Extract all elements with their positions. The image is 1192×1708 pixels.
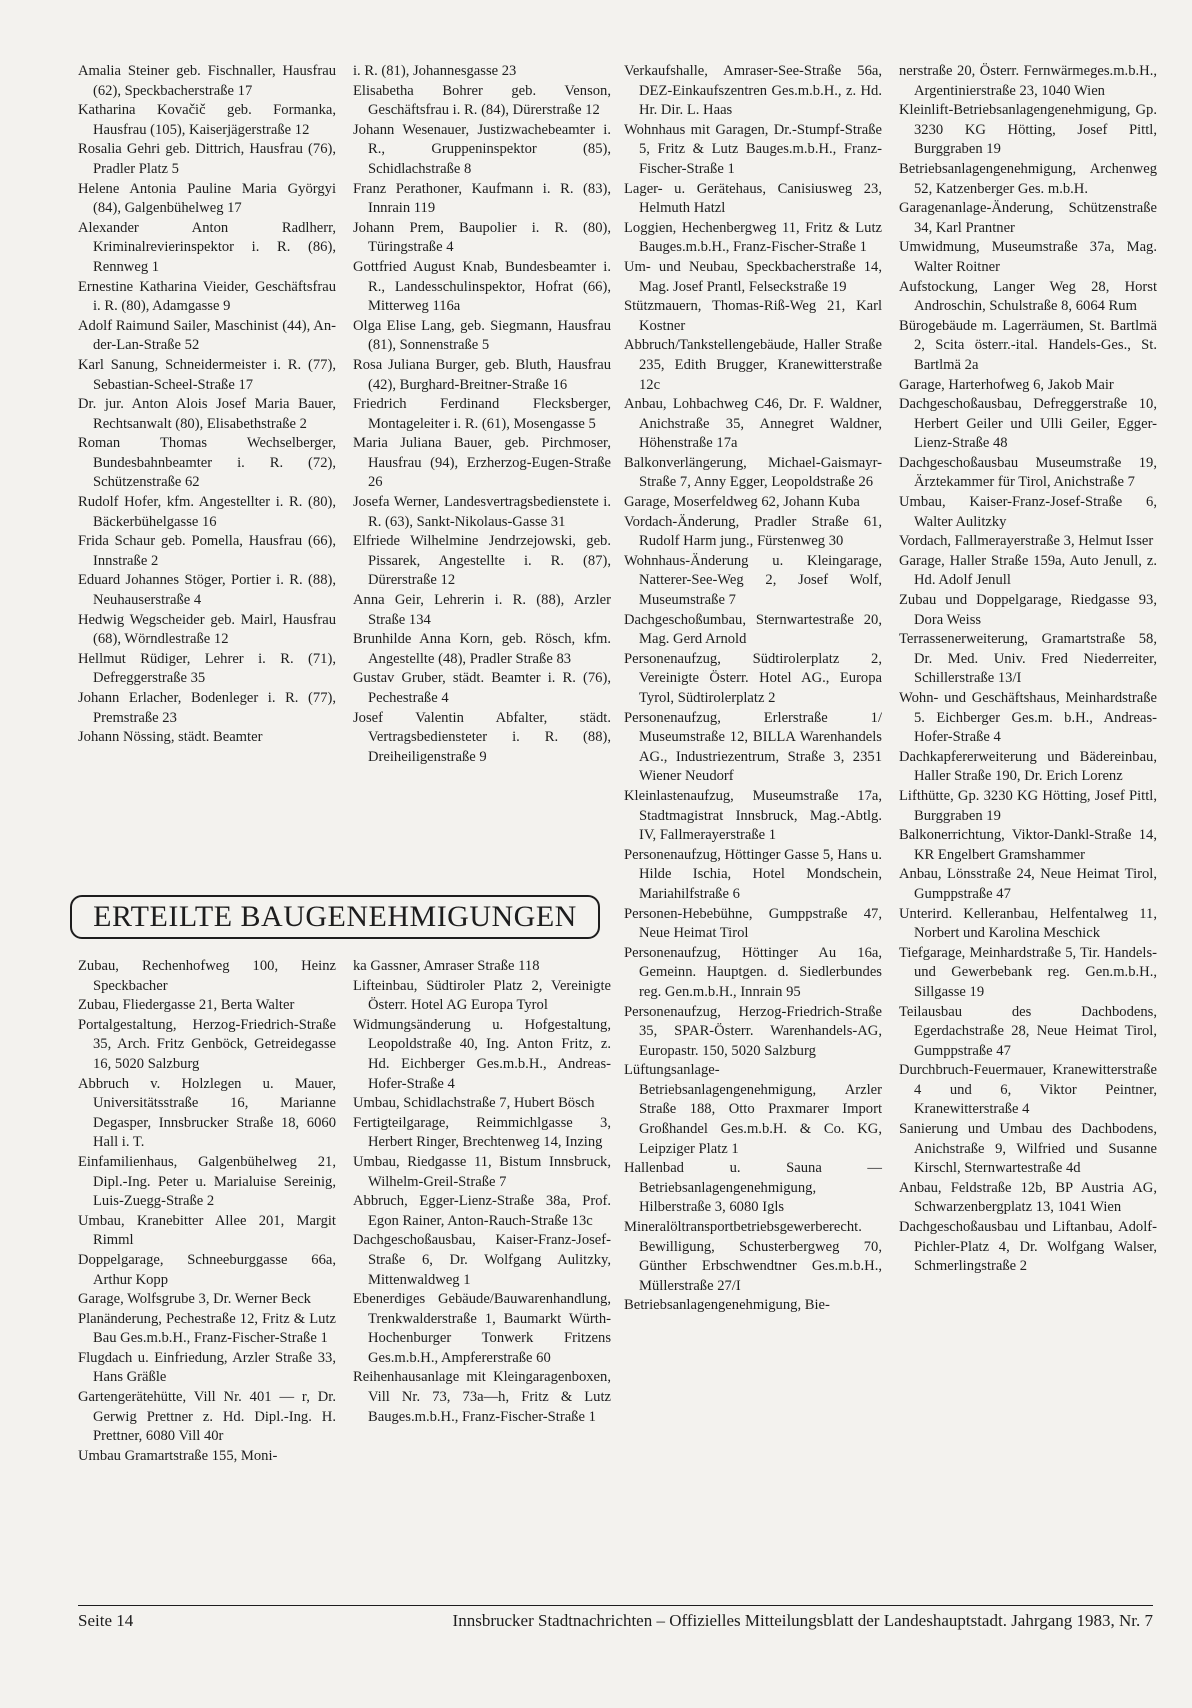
list-item: Umbau, Kaiser-Franz-Josef-Straße 6, Walter Aulitzky [899, 494, 1157, 530]
list-item: Widmungsänderung u. Hofgestaltung, Leopoldstraße 40, Ing. Anton Fritz, z. Hd. Eichberger Ges.m.b.H., Andreas-Hofer-Straße 4 [353, 1016, 611, 1092]
list-item: Wohnhaus mit Garagen, Dr.-Stumpf-Straße 5, Fritz & Lutz Bauges.m.b.H., Franz-Fischer-Straße 1 [624, 121, 882, 177]
list-item: Durchbruch-Feuermauer, Kranewitterstraße 4 und 6, Viktor Peintner, Kranewitterstraße 4 [899, 1062, 1157, 1118]
list-item: Anbau, Lohbachweg C46, Dr. F. Waldner, Anichstraße 35, Annegret Waldner, Höhenstraße 17a [624, 396, 882, 452]
list-item: Lifthütte, Gp. 3230 KG Hötting, Josef Pittl, Burggraben 19 [899, 787, 1157, 824]
list-item: ka Gassner, Amraser Straße 118 [353, 958, 540, 974]
list-item: Josefa Werner, Landesvertragsbedienstete i. R. (63), Sankt-Nikolaus-Gasse 31 [353, 494, 611, 530]
list-item: Umbau, Schidlachstraße 7, Hubert Bösch [353, 1095, 595, 1112]
page-footer [78, 1605, 1153, 1630]
list-item: Abbruch, Egger-Lienz-Straße 38a, Prof. Egon Rainer, Anton-Rauch-Straße 13c [353, 1193, 611, 1229]
list-item: Katharina Kovačič geb. Formanka, Hausfrau (105), Kaiserjägerstraße 12 [78, 102, 336, 138]
page-number: Seite 14 [78, 1611, 134, 1630]
list-item: Personenaufzug, Höttinger Au 16a, Gemeinn. Hauptgen. d. Siedlerbundes reg. Gen.m.b.H., Innrain 95 [624, 944, 882, 1000]
list-item: Zubau, Fliedergasse 21, Berta Walter [78, 997, 295, 1014]
list-item: Verkaufshalle, Amraser-See-Straße 56a, DEZ-Einkaufszentren Ges.m.b.H., z. Hd. Hr. Dir. L. Haas [624, 63, 882, 119]
list-item: Personenaufzug, Höttinger Gasse 5, Hans u. Hilde Ischia, Hotel Mondschein, Mariahilfstraße 6 [624, 846, 882, 902]
list-item: Sanierung und Umbau des Dachbodens, Anichstraße 9, Wilfried und Susanne Kirschl, Sternwartestraße 4d [899, 1121, 1157, 1177]
list-item: Frida Schaur geb. Pomella, Hausfrau (66), Innstraße 2 [78, 533, 336, 569]
list-item: Josef Valentin Abfalter, städt. Vertragsbediensteter i. R. (88), Dreiheiligenstraße 9 [353, 709, 611, 765]
list-item: Rosalia Gehri geb. Dittrich, Hausfrau (76), Pradler Platz 5 [78, 141, 336, 177]
list-item: Hedwig Wegscheider geb. Mairl, Hausfrau (68), Wörndlestraße 12 [78, 611, 336, 648]
list-item: Franz Perathoner, Kaufmann i. R. (83), Innrain 119 [353, 180, 611, 217]
list-item: Vordach, Fallmerayerstraße 3, Helmut Isser [899, 533, 1154, 550]
list-item: Elfriede Wilhelmine Jendrzejowski, geb. Pissarek, Angestellte i. R. (87), Dürerstraße 12 [353, 533, 611, 589]
list-item: Anbau, Lönsstraße 24, Neue Heimat Tirol, Gumppstraße 47 [899, 866, 1157, 902]
list-item: Garage, Haller Straße 159a, Auto Jenull, z. Hd. Adolf Jenull [899, 552, 1157, 589]
list-item: Roman Thomas Wechselberger, Bundesbahnbeamter i. R. (72), Schützenstraße 62 [78, 435, 336, 491]
list-item: Hellmut Rüdiger, Lehrer i. R. (71), Defreggerstraße 35 [78, 650, 336, 687]
list-item: Mineralöltransportbetriebsgewerberecht. Bewilligung, Schusterbergweg 70, Günther Erbschwendtner Ges.m.b.H., Müllerstraße 27/I [624, 1219, 882, 1294]
section-heading: ERTEILTE BAUGENEHMIGUNGEN [70, 895, 600, 939]
column-obituaries-1 [78, 62, 336, 748]
list-item: Planänderung, Pechestraße 12, Fritz & Lutz Bau Ges.m.b.H., Franz-Fischer-Straße 1 [78, 1310, 336, 1347]
list-item: Brunhilde Anna Korn, geb. Rösch, kfm. Angestellte (48), Pradler Straße 83 [353, 631, 611, 667]
list-item: Balkonverlängerung, Michael-Gaismayr-Straße 7, Anny Egger, Leopoldstraße 26 [624, 454, 882, 491]
list-item: Balkonerrichtung, Viktor-Dankl-Straße 14, KR Engelbert Gramshammer [899, 827, 1157, 863]
list-item: Adolf Raimund Sailer, Maschinist (44), An-der-Lan-Straße 52 [78, 317, 336, 354]
column-permits-2 [353, 957, 611, 1427]
list-item: Umbau Gramartstraße 155, Moni- [78, 1447, 278, 1464]
list-item: Zubau, Rechenhofweg 100, Heinz Speckbacher [78, 958, 336, 994]
list-item: Umwidmung, Museumstraße 37a, Mag. Walter Roitner [899, 239, 1157, 275]
list-item: Um- und Neubau, Speckbacherstraße 14, Mag. Josef Prantl, Felseckstraße 19 [624, 258, 882, 295]
list-item: Vordach-Änderung, Pradler Straße 61, Rudolf Harm jung., Fürstenweg 30 [624, 513, 882, 550]
list-item: Fertigteilgarage, Reimmichlgasse 3, Herbert Ringer, Brechtenweg 14, Inzing [353, 1114, 611, 1151]
list-item: Personenaufzug, Erlerstraße 1/ Museumstraße 12, BILLA Warenhandels AG., Industriezentrum, Straße 3, 2351 Wiener Neudorf [624, 709, 882, 785]
list-item: Teilausbau des Dachbodens, Egerdachstraße 28, Neue Heimat Tirol, Gumppstraße 47 [899, 1003, 1157, 1059]
column-permits-3 [624, 62, 882, 1316]
column-permits-1 [78, 957, 336, 1466]
list-item: Ernestine Katharina Vieider, Geschäftsfrau i. R. (80), Adamgasse 9 [78, 278, 336, 315]
list-item: Doppelgarage, Schneeburggasse 66a, Arthur Kopp [78, 1251, 336, 1288]
list-item: Ebenerdiges Gebäude/Bauwarenhandlung, Trenkwalderstraße 1, Baumarkt Würth-Hochenburger Tonwerk Fritzens Ges.m.b.H., Ampfererstraße 60 [353, 1291, 611, 1366]
column-obituaries-2 [353, 62, 611, 767]
list-item: Unterird. Kelleranbau, Helfentalweg 11, Norbert und Karolina Meschick [899, 905, 1157, 942]
list-item: Flugdach u. Einfriedung, Arzler Straße 33, Hans Gräßle [78, 1349, 336, 1386]
list-item: Portalgestaltung, Herzog-Friedrich-Straße 35, Arch. Fritz Genböck, Getreidegasse 16, 5020 Salzburg [78, 1016, 336, 1072]
list-item: Garage, Wolfsgrube 3, Dr. Werner Beck [78, 1291, 311, 1308]
list-item: Garage, Harterhofweg 6, Jakob Mair [899, 376, 1114, 393]
list-item: Anna Geir, Lehrerin i. R. (88), Arzler Straße 134 [353, 592, 611, 628]
list-item: Wohn- und Geschäftshaus, Meinhardstraße 5. Eichberger Ges.m. b.H., Andreas-Hofer-Straße 4 [899, 690, 1157, 746]
list-item: Gartengerätehütte, Vill Nr. 401 — r, Dr. Gerwig Prettner z. Hd. Dipl.-Ing. H. Prettner, 6080 Vill 40r [78, 1389, 336, 1445]
list-item: Dachgeschoßausbau und Liftanbau, Adolf-Pichler-Platz 4, Dr. Wolfgang Walser, Schmerlingstraße 2 [899, 1219, 1157, 1275]
list-item: Lifteinbau, Südtiroler Platz 2, Vereinigte Österr. Hotel AG Europa Tyrol [353, 977, 611, 1014]
list-item: Dr. jur. Anton Alois Josef Maria Bauer, Rechtsanwalt (80), Elisabethstraße 2 [78, 396, 336, 432]
list-item: Zubau und Doppelgarage, Riedgasse 93, Dora Weiss [899, 592, 1157, 628]
list-item: Lager- u. Gerätehaus, Canisiusweg 23, Helmuth Hatzl [624, 180, 882, 217]
list-item: Personenaufzug, Herzog-Friedrich-Straße 35, SPAR-Österr. Warenhandels-AG, Europastr. 150, 5020 Salzburg [624, 1003, 882, 1059]
publication-title: Innsbrucker Stadtnachrichten – Offizielles Mitteilungsblatt der Landeshauptstadt. Jahrgang 1983, Nr. 7 [452, 1611, 1153, 1630]
list-item: Dachgeschoßausbau, Defreggerstraße 10, Herbert Geiler und Ulli Geiler, Egger-Lienz-Straße 48 [899, 396, 1157, 452]
list-item: Personen-Hebebühne, Gumppstraße 47, Neue Heimat Tirol [624, 905, 882, 942]
list-item: Dachgeschoßumbau, Sternwartestraße 20, Mag. Gerd Arnold [624, 611, 882, 648]
list-item: Johann Wesenauer, Justizwachebeamter i. R., Gruppeninspektor (85), Schidlachstraße 8 [353, 121, 611, 177]
list-item: Johann Erlacher, Bodenleger i. R. (77), Premstraße 23 [78, 690, 336, 726]
list-item: Garagenanlage-Änderung, Schützenstraße 34, Karl Prantner [899, 200, 1157, 236]
list-item: Terrassenerweiterung, Gramartstraße 58, Dr. Med. Univ. Fred Niederreiter, Schillerstraße 13/I [899, 631, 1157, 687]
list-item: Elisabetha Bohrer geb. Venson, Geschäftsfrau i. R. (84), Dürerstraße 12 [353, 82, 611, 119]
list-item: Umbau, Kranebitter Allee 201, Margit Rimml [78, 1212, 336, 1249]
list-item: Eduard Johannes Stöger, Portier i. R. (88), Neuhauserstraße 4 [78, 572, 336, 609]
list-item: Anbau, Feldstraße 12b, BP Austria AG, Schwarzenbergplatz 13, 1041 Wien [899, 1179, 1157, 1216]
list-item: Personenaufzug, Südtirolerplatz 2, Vereinigte Österr. Hotel AG., Europa Tyrol, Südtirolerplatz 2 [624, 650, 882, 706]
list-item: Garage, Moserfeldweg 62, Johann Kuba [624, 494, 860, 511]
list-item: Rosa Juliana Burger, geb. Bluth, Hausfrau (42), Burghard-Breitner-Straße 16 [353, 356, 611, 393]
list-item: Dachgeschoßausbau Museumstraße 19, Ärztekammer für Tirol, Anichstraße 7 [899, 454, 1157, 491]
list-item: Tiefgarage, Meinhardstraße 5, Tir. Handels- und Gewerbebank reg. Gen.m.b.H., Sillgasse 19 [899, 944, 1157, 1000]
list-item: Gottfried August Knab, Bundesbeamter i. R., Landesschulinspektor, Hofrat (66), Mitterweg 116a [353, 258, 611, 315]
list-item: Stützmauern, Thomas-Riß-Weg 21, Karl Kostner [624, 298, 882, 334]
list-item: Wohnhaus-Änderung u. Kleingarage, Natterer-See-Weg 2, Josef Wolf, Museumstraße 7 [624, 552, 882, 609]
list-item: Amalia Steiner geb. Fischnaller, Hausfrau (62), Speckbacherstraße 17 [78, 63, 336, 99]
list-item: Aufstockung, Langer Weg 28, Horst Androschin, Schulstraße 8, 6064 Rum [899, 278, 1157, 315]
list-item: Hallenbad u. Sauna — Betriebsanlagengenehmigung, Hilberstraße 3, 6080 Igls [624, 1160, 882, 1216]
list-item: Gustav Gruber, städt. Beamter i. R. (76), Pechestraße 4 [353, 670, 611, 706]
column-permits-4 [899, 62, 1157, 1277]
list-item: Dachgeschoßausbau, Kaiser-Franz-Josef-Straße 6, Dr. Wolfgang Aulitzky, Mittenwaldweg 1 [353, 1232, 611, 1288]
list-item: Johann Prem, Baupolier i. R. (80), Türingstraße 4 [353, 219, 611, 256]
list-item: Umbau, Riedgasse 11, Bistum Innsbruck, Wilhelm-Greil-Straße 7 [353, 1153, 611, 1190]
list-item: Friedrich Ferdinand Flecksberger, Montageleiter i. R. (61), Mosengasse 5 [353, 396, 611, 432]
list-item: Loggien, Hechenbergweg 11, Fritz & Lutz Bauges.m.b.H., Franz-Fischer-Straße 1 [624, 219, 882, 256]
list-item: Einfamilienhaus, Galgenbühelweg 21, Dipl.-Ing. Peter u. Marialuise Sereinig, Luis-Zuegg-Straße 2 [78, 1153, 336, 1210]
list-item: Reihenhausanlage mit Kleingaragenboxen, Vill Nr. 73, 73a—h, Fritz & Lutz Bauges.m.b.H., Franz-Fischer-Straße 1 [353, 1369, 611, 1425]
list-item: i. R. (81), Johannesgasse 23 [353, 63, 517, 79]
list-item: Kleinlift-Betriebsanlagengenehmigung, Gp. 3230 KG Hötting, Josef Pittl, Burggraben 19 [899, 102, 1157, 158]
list-item: Rudolf Hofer, kfm. Angestellter i. R. (80), Bäckerbühelgasse 16 [78, 494, 336, 530]
list-item: Lüftungsanlage-Betriebsanlagengenehmigung, Arzler Straße 188, Otto Praxmarer Import Großhandel Ges.m.b.H. & Co. KG, Leipziger Platz 1 [624, 1062, 882, 1157]
list-item: Abbruch v. Holzlegen u. Mauer, Universitätsstraße 16, Marianne Degasper, Innsbrucker Straße 18, 6060 Hall i. T. [78, 1075, 336, 1151]
list-item: Kleinlastenaufzug, Museumstraße 17a, Stadtmagistrat Innsbruck, Mag.-Abtlg. IV, Fallmerayerstraße 1 [624, 787, 882, 844]
list-item: Bürogebäude m. Lagerräumen, St. Bartlmä 2, Scita österr.-ital. Handels-Ges., St. Bartlmä 2a [899, 317, 1157, 373]
list-item: Betriebsanlagengenehmigung, Archenweg 52, Katzenberger Ges. m.b.H. [899, 160, 1157, 197]
list-item: Betriebsanlagengenehmigung, Bie- [624, 1297, 830, 1314]
list-item: Johann Nössing, städt. Beamter [78, 729, 263, 746]
list-item: Dachkapfererweiterung und Bädereinbau, Haller Straße 190, Dr. Erich Lorenz [899, 748, 1157, 785]
list-item: Karl Sanung, Schneidermeister i. R. (77), Sebastian-Scheel-Straße 17 [78, 356, 336, 393]
list-item: Maria Juliana Bauer, geb. Pirchmoser, Hausfrau (94), Erzherzog-Eugen-Straße 26 [353, 435, 611, 491]
list-item: Alexander Anton Radlherr, Kriminalrevierinspektor i. R. (86), Rennweg 1 [78, 219, 336, 275]
list-item: Helene Antonia Pauline Maria Györgyi (84), Galgenbühelweg 17 [78, 180, 336, 217]
list-item: Olga Elise Lang, geb. Siegmann, Hausfrau (81), Sonnenstraße 5 [353, 317, 611, 354]
list-item: Abbruch/Tankstellengebäude, Haller Straße 235, Edith Brugger, Kranewitterstraße 12c [624, 337, 882, 393]
list-item: nerstraße 20, Österr. Fernwärmeges.m.b.H., Argentinierstraße 23, 1040 Wien [899, 63, 1157, 99]
